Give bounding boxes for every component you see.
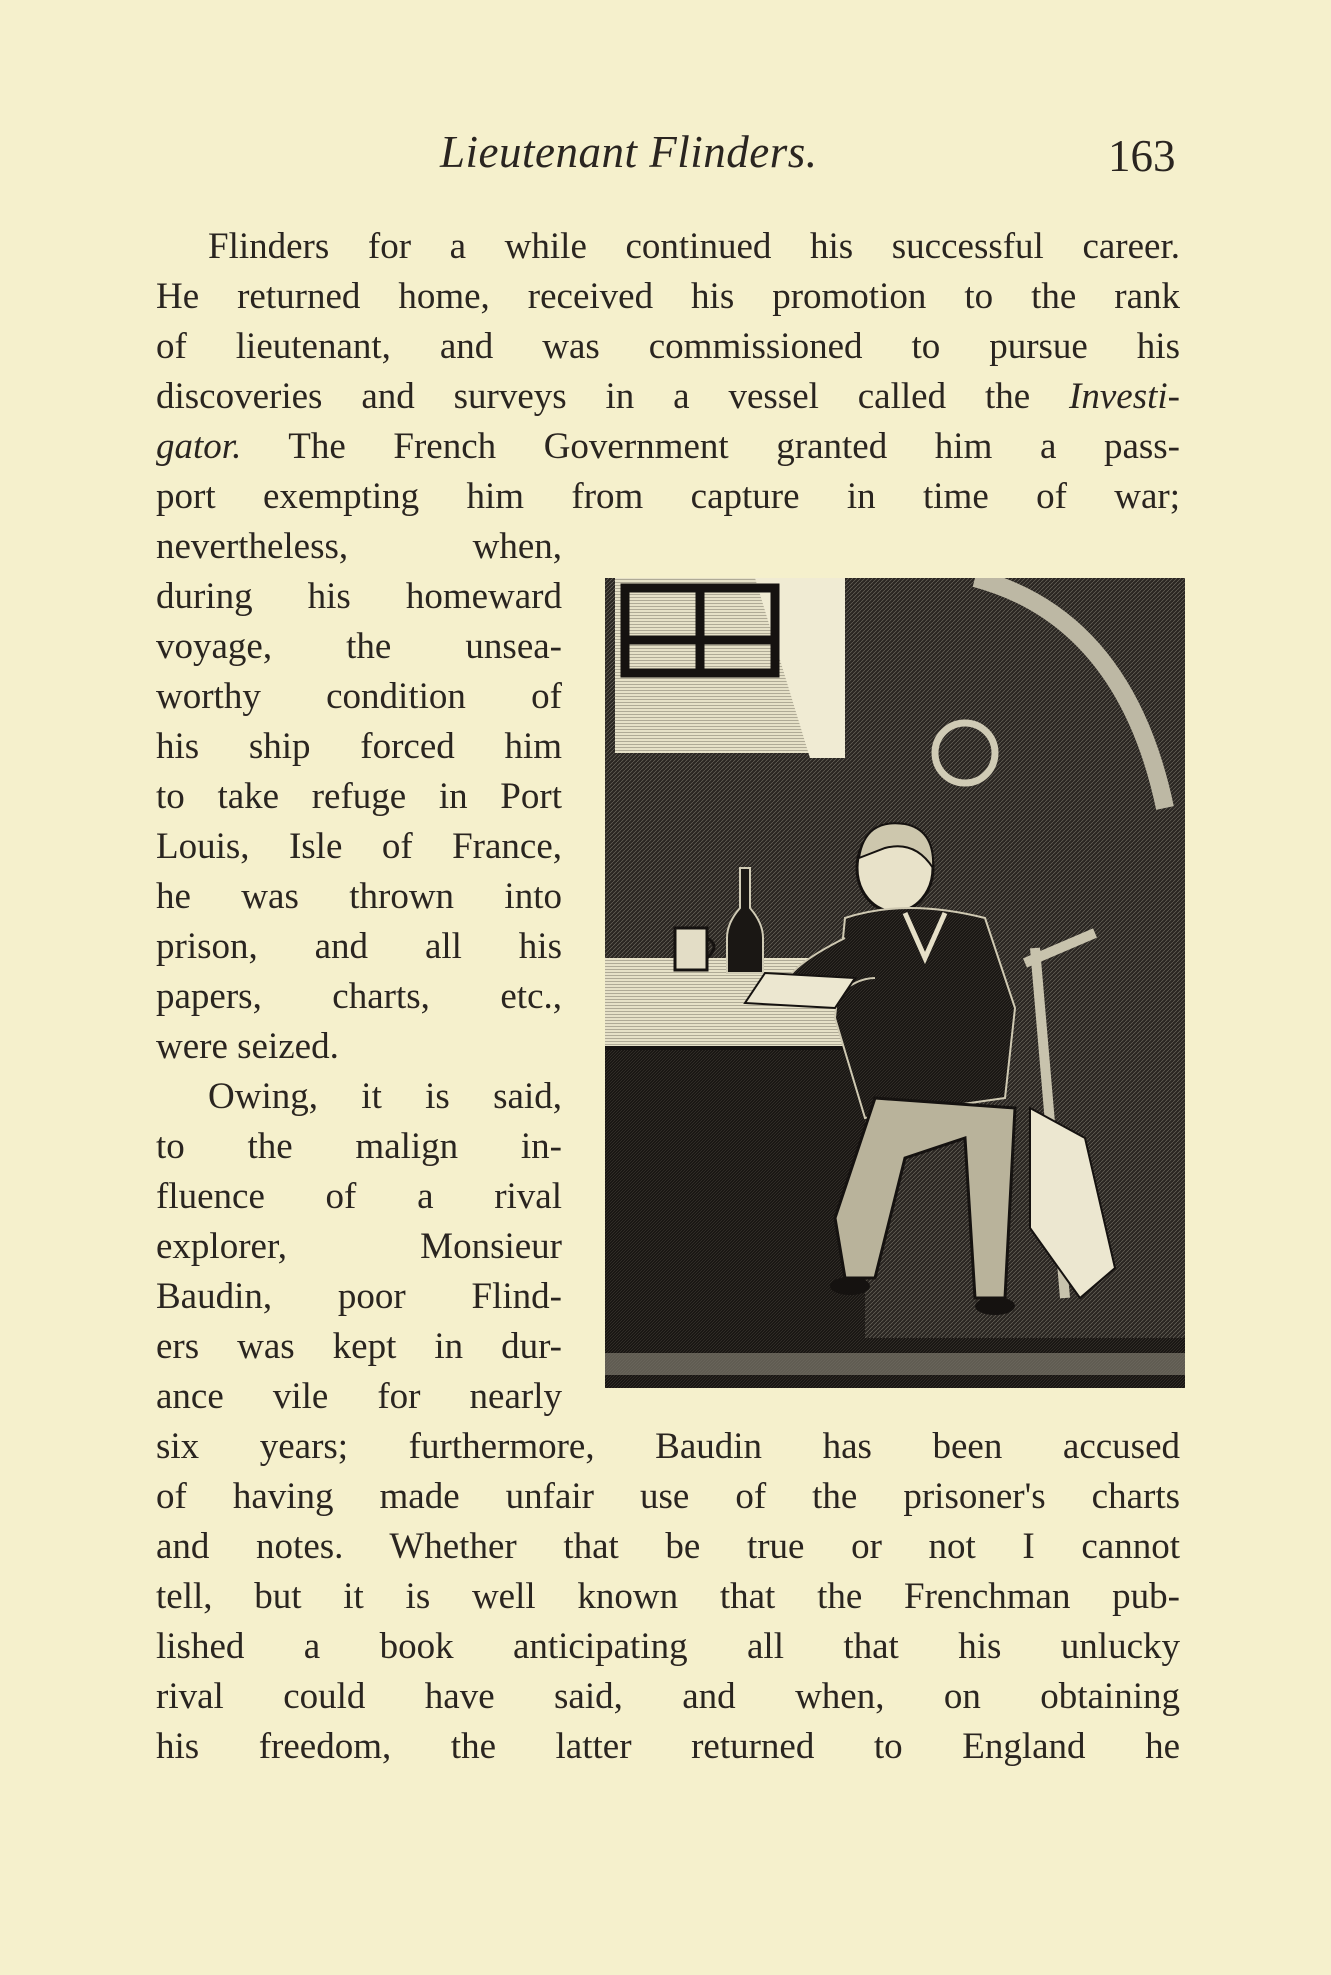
text-segment: discoveries and surveys in a vessel called the: [156, 376, 1031, 417]
table-front: [605, 1048, 865, 1348]
text-line: to the malign in-: [156, 1126, 562, 1167]
italic-ship-name: gator.: [156, 426, 242, 467]
text-line: voyage, the unsea-: [156, 626, 562, 667]
italic-ship-name: Investi-: [1069, 376, 1180, 417]
table-papers: [745, 973, 855, 1008]
engraving-illustration: [605, 578, 1185, 1388]
text-line: to take refuge in Port: [156, 776, 562, 817]
text-line: and notes. Whether that be true or not I cannot: [156, 1526, 1180, 1567]
text-line: papers, charts, etc.,: [156, 976, 562, 1017]
text-line: lished a book anticipating all that his unlucky: [156, 1626, 1180, 1667]
text-line: Flinders for a while continued his successful career.: [208, 226, 1180, 267]
text-line: Owing, it is said,: [208, 1076, 562, 1117]
text-line: Baudin, poor Flind-: [156, 1276, 562, 1317]
engraving-prisoner-at-desk-icon: [605, 578, 1185, 1388]
text-line: He returned home, received his promotion to the rank: [156, 276, 1180, 317]
shoe: [975, 1297, 1015, 1315]
text-line: nevertheless, when,: [156, 526, 562, 567]
text-line: port exempting him from capture in time of war;: [156, 476, 1180, 517]
text-line: rival could have said, and when, on obtaining: [156, 1676, 1180, 1717]
text-line: tell, but it is well known that the Frenchman pub-: [156, 1576, 1180, 1617]
text-line: ance vile for nearly: [156, 1376, 562, 1417]
mug: [675, 928, 707, 970]
text-line: explorer, Monsieur: [156, 1226, 562, 1267]
text-line: his ship forced him: [156, 726, 562, 767]
text-line: Louis, Isle of France,: [156, 826, 562, 867]
text-line: [156, 372, 1180, 422]
text-line: ers was kept in dur-: [156, 1326, 562, 1367]
page-number: 163: [1108, 131, 1176, 181]
text-segment: The French Government granted him a pass-: [288, 426, 1180, 467]
text-line: prison, and all his: [156, 926, 562, 967]
text-line: fluence of a rival: [156, 1176, 562, 1217]
text-line: [156, 422, 1180, 472]
text-line: of having made unfair use of the prisoner's charts: [156, 1476, 1180, 1517]
text-line: his freedom, the latter returned to England he: [156, 1726, 1180, 1767]
floor-edge: [605, 1353, 1185, 1375]
text-line: of lieutenant, and was commissioned to pursue his: [156, 326, 1180, 367]
shoe: [830, 1277, 870, 1295]
text-line: worthy condition of: [156, 676, 562, 717]
text-line: were seized.: [156, 1026, 339, 1067]
text-line: six years; furthermore, Baudin has been accused: [156, 1426, 1180, 1467]
text-line: he was thrown into: [156, 876, 562, 917]
running-title: Lieutenant Flinders.: [440, 127, 818, 177]
coat: [835, 908, 1015, 1118]
text-line: during his homeward: [156, 576, 562, 617]
